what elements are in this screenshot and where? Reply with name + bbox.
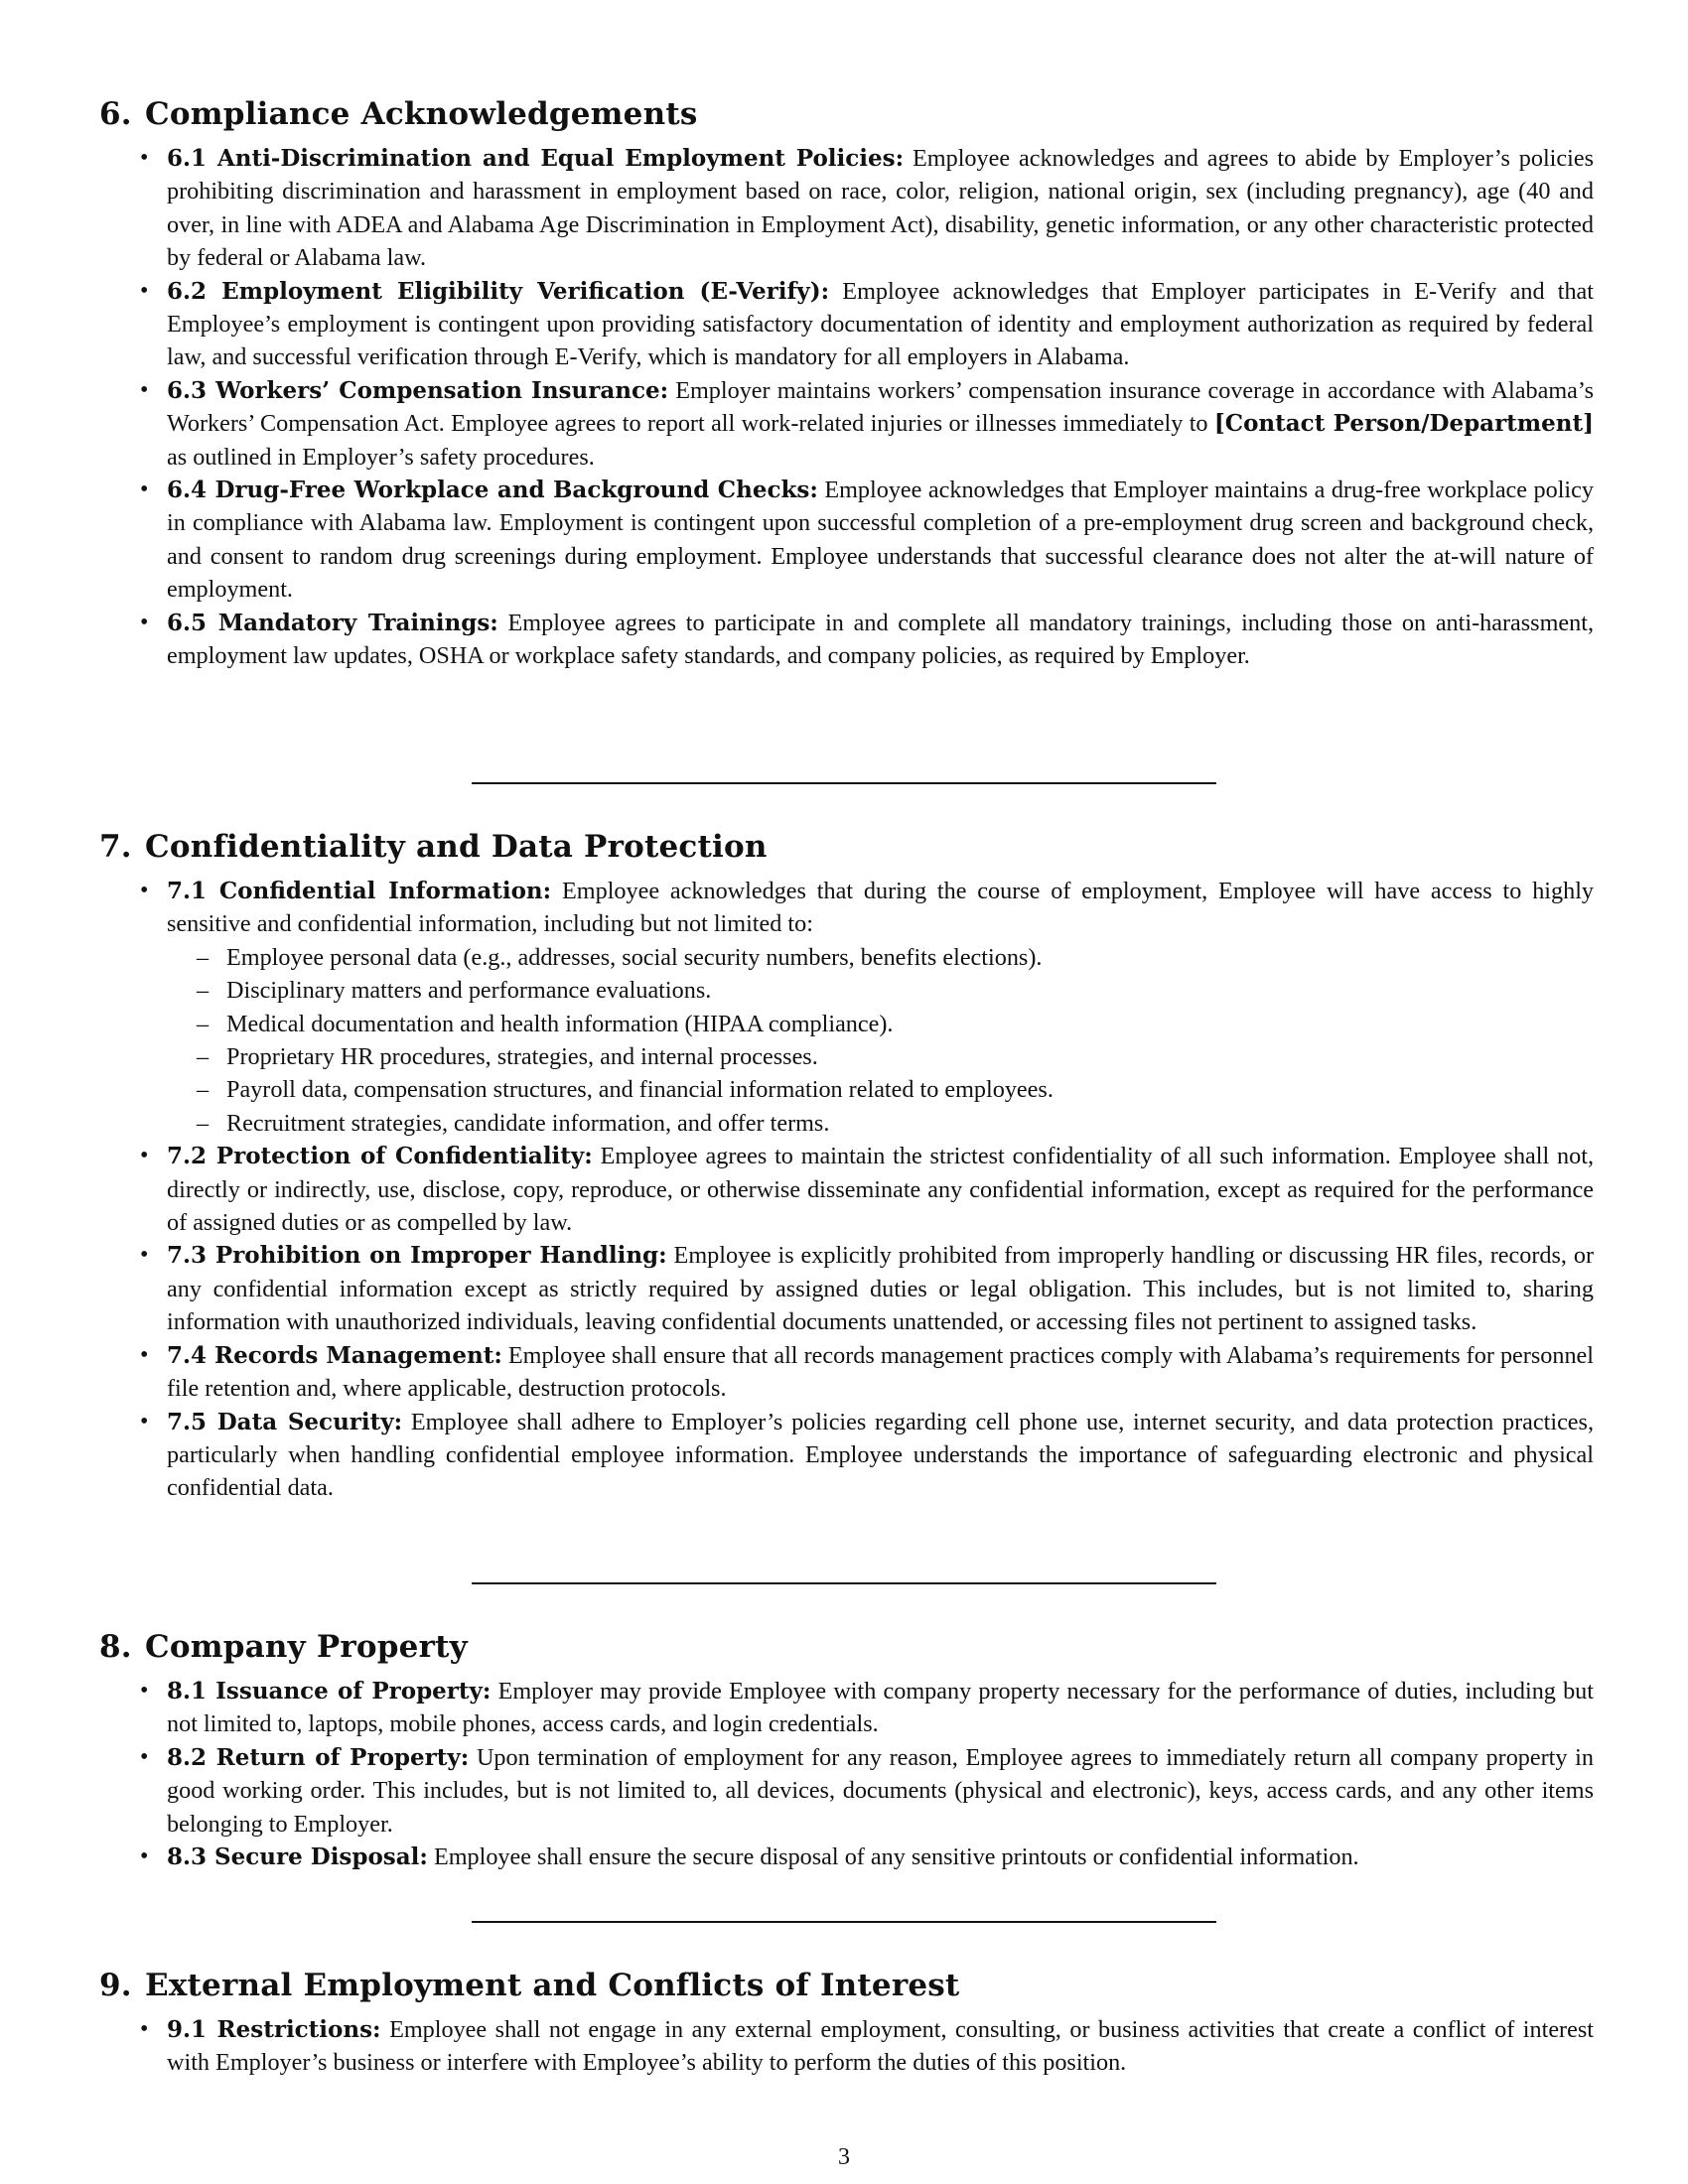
- clause-label: 8.1 Issuance of Property:: [167, 1678, 492, 1705]
- clause-text: Upon termination of employment for any reason, Employee agrees to immediately return all company property in good working order. This includes, but is not limited to, all devices, documents (physical and electronic), keys, access cards, and any other items belonging to Employer.: [167, 1743, 1594, 1838]
- section-divider: [472, 1582, 1216, 1584]
- clause-8-2: [167, 1741, 1594, 1841]
- clause-text: Employee acknowledges that during the course of employment, Employee will have access to highly sensitive and confidential information, including but not limited to:: [167, 878, 1595, 938]
- clause-text: Employee acknowledges that Employer participates in E-Verify and that Employee’s employment is contingent upon providing satisfactory documentation of identity and employment authorization as required by federal law, and successful verification through E-Verify, which is mandatory for all employers in Alabama.: [167, 277, 1595, 371]
- clause-label: 6.4 Drug-Free Workplace and Background Checks:: [167, 477, 818, 504]
- clause-label: 7.4 Records Management:: [167, 1341, 502, 1369]
- list-item: – Proprietary HR procedures, strategies, and internal processes.: [226, 1040, 1594, 1073]
- clause-label: 8.3 Secure Disposal:: [167, 1843, 428, 1871]
- clause-text: Employee acknowledges and agrees to abide by Employer’s policies prohibiting discrimination and harassment in employment based on race, color, religion, national origin, sex (including pregnancy), age (40 and over, in line with ADEA and Alabama Age Discrimination in Employment Act), disability, genetic information, or any other characteristic protected by federal or Alabama law.: [167, 145, 1594, 272]
- clause-7-4: [167, 1339, 1594, 1406]
- clause-label: 6.1 Anti-Discrimination and Equal Employment Policies:: [167, 145, 905, 172]
- list-item: – Recruitment strategies, candidate information, and offer terms.: [226, 1107, 1594, 1140]
- clause-text: Employee is explicitly prohibited from improperly handling or discussing HR files, records, or any confidential information except as strictly required by assigned duties or legal obligation. This includes, but is not limited to, sharing information with unauthorized individuals, leaving confidential documents unattended, or accessing files not pertinent to assigned tasks.: [167, 1242, 1594, 1336]
- clause-label: 9.1 Restrictions:: [167, 2016, 381, 2043]
- clause-8-3: [167, 1841, 1594, 1873]
- clause-text: Employee shall not engage in any external employment, consulting, or business activities that create a conflict of interest with Employer’s business or interfere with Employee’s ability to perform the duties of this position.: [167, 2016, 1594, 2077]
- clause-7-3: [167, 1239, 1594, 1338]
- section-number: 9.: [99, 1968, 132, 2003]
- list-item: – Payroll data, compensation structures, and financial information related to employees.: [226, 1073, 1594, 1106]
- clause-label: 7.2 Protection of Confidentiality:: [167, 1143, 593, 1170]
- clause-label: 6.5 Mandatory Trainings:: [167, 609, 498, 636]
- clause-label: 6.3 Workers’ Compensation Insurance:: [167, 376, 669, 404]
- clause-text: Employer maintains workers’ compensation insurance coverage in accordance with Alabama’s Workers’ Compensation Act. Employee agrees to report all work-related injuries or illnesses immediately to: [167, 376, 1594, 438]
- clause-6-2: [167, 275, 1594, 374]
- section-heading: [99, 1966, 1594, 2005]
- section-number: 6.: [99, 96, 132, 132]
- list-item: – Employee personal data (e.g., addresses, social security numbers, benefits elections).: [226, 941, 1594, 974]
- clause-text-continued: as outlined in Employer’s safety procedures.: [167, 443, 595, 471]
- clause-label: 7.1 Confidential Information:: [167, 878, 552, 904]
- clause-8-1: [167, 1675, 1594, 1741]
- clause-list: [99, 142, 1594, 673]
- section-number: 8.: [99, 1629, 132, 1665]
- clause-text: Employee shall ensure the secure disposal of any sensitive printouts or confidential information.: [433, 1843, 1359, 1871]
- clause-label: 8.2 Return of Property:: [167, 1743, 470, 1771]
- clause-label: 7.5 Data Security:: [167, 1408, 403, 1435]
- list-item: – Disciplinary matters and performance evaluations.: [226, 974, 1594, 1007]
- clause-text: Employee shall adhere to Employer’s policies regarding cell phone use, internet security, and data protection practices, particularly when handling confidential employee information. Employee understands the importance of safeguarding electronic and physical confidential data.: [167, 1408, 1595, 1502]
- clause-list: [99, 1675, 1594, 1873]
- clause-text: Employee shall ensure that all records management practices comply with Alabama’s requirements for personnel file retention and, where applicable, destruction protocols.: [167, 1341, 1594, 1403]
- section-8: [99, 1627, 1594, 1873]
- list-item: – Medical documentation and health information (HIPAA compliance).: [226, 1008, 1594, 1040]
- confidential-info-list: [167, 941, 1594, 1140]
- clause-text: Employer may provide Employee with company property necessary for the performance of duties, including but not limited to, laptops, mobile phones, access cards, and login credentials.: [167, 1678, 1594, 1738]
- section-title: Company Property: [145, 1629, 468, 1665]
- section-divider: [472, 1921, 1216, 1923]
- section-divider: [472, 782, 1216, 784]
- clause-label: 7.3 Prohibition on Improper Handling:: [167, 1242, 667, 1270]
- section-title: Confidentiality and Data Protection: [145, 829, 768, 865]
- clause-7-1: [167, 875, 1594, 1140]
- section-number: 7.: [99, 829, 132, 865]
- section-9: [99, 1966, 1594, 2080]
- section-title: External Employment and Conflicts of Interest: [145, 1968, 960, 2003]
- clause-text: Employee acknowledges that Employer maintains a drug-free workplace policy in compliance with Alabama law. Employment is contingent upon successful completion of a pre-employment drug screen and background check, and consent to random drug screenings during employment. Employee understands that successful clearance does not alter the at-will nature of employment.: [167, 477, 1594, 604]
- contact-placeholder: [Contact Person/Department]: [1213, 410, 1595, 438]
- clause-list: [99, 2013, 1594, 2080]
- clause-list: [99, 875, 1594, 1505]
- clause-6-4: [167, 474, 1594, 607]
- clause-6-3: [167, 374, 1594, 474]
- clause-text: Employee agrees to participate in and complete all mandatory trainings, including those on anti-harassment, employment law updates, OSHA or workplace safety standards, and company policies, as required by Employer.: [167, 609, 1595, 670]
- section-title: Compliance Acknowledgements: [145, 96, 698, 132]
- clause-6-5: [167, 607, 1594, 673]
- clause-7-5: [167, 1406, 1594, 1505]
- page-number: 3: [838, 2144, 850, 2170]
- clause-label: 6.2 Employment Eligibility Verification (E-Verify):: [167, 277, 830, 305]
- section-7: [99, 827, 1594, 1505]
- section-heading: [99, 94, 1594, 134]
- clause-7-2: [167, 1140, 1594, 1239]
- clause-9-1: [167, 2013, 1594, 2080]
- clause-6-1: [167, 142, 1594, 275]
- section-heading: [99, 1627, 1594, 1667]
- section-heading: [99, 827, 1594, 867]
- section-6: [99, 94, 1594, 673]
- clause-text: Employee agrees to maintain the strictest confidentiality of all such information. Employee shall not, directly or indirectly, use, disclose, copy, reproduce, or otherwise disseminate any confidential information, except as required for the performance of assigned duties or as compelled by law.: [167, 1143, 1594, 1237]
